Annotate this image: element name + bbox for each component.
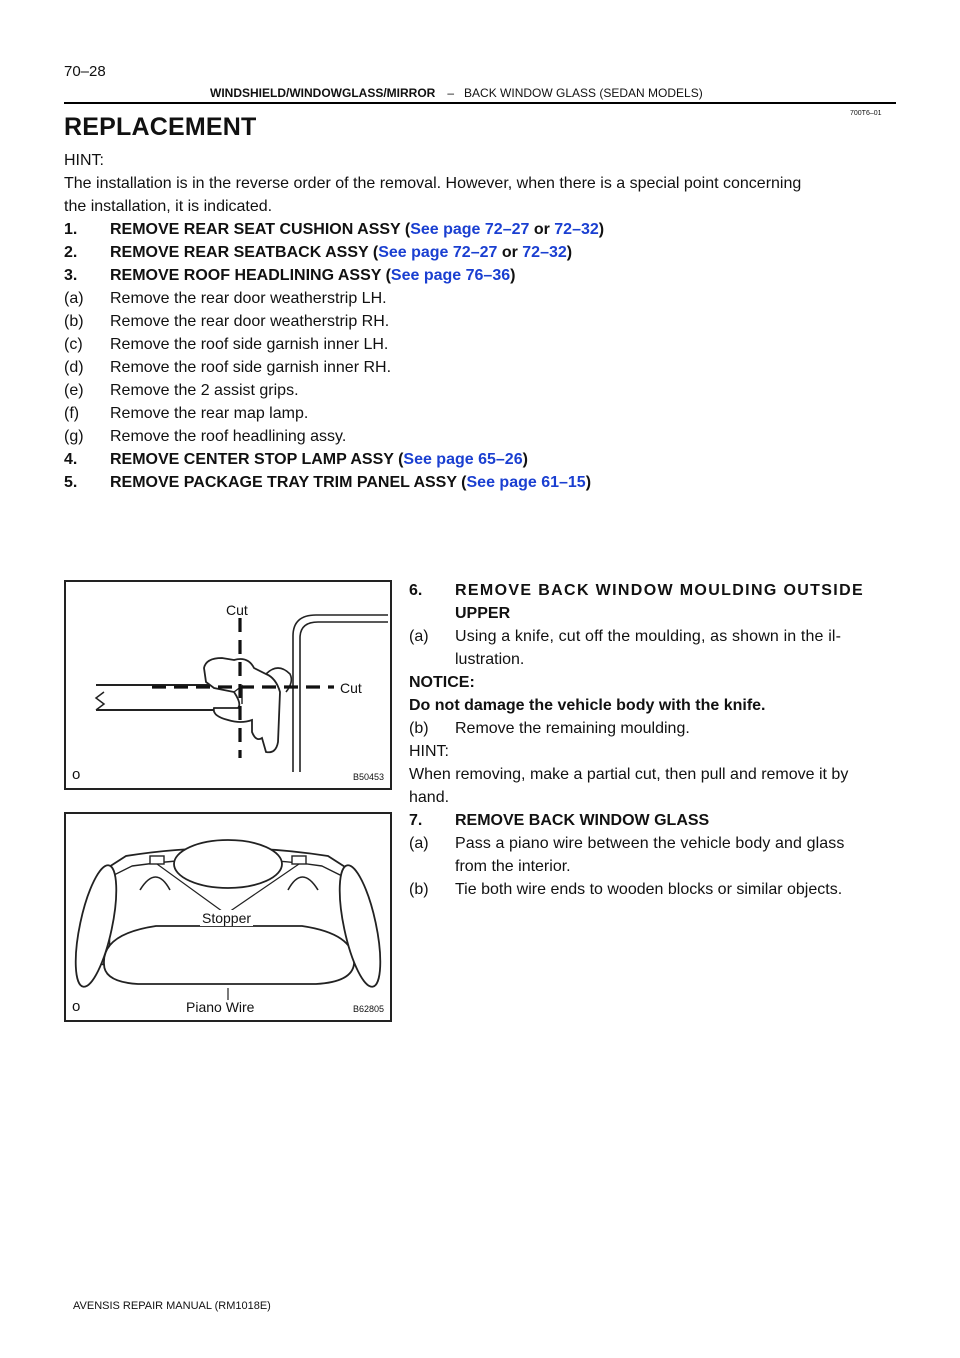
substep-label: (a) [409, 835, 429, 852]
substep-text: Pass a piano wire between the vehicle body and glass [455, 835, 845, 852]
substep-g [64, 425, 346, 448]
step-number: 5. [64, 474, 78, 491]
step-6b [409, 717, 690, 740]
substep-label: (b) [409, 881, 429, 898]
subsection-title: BACK WINDOW GLASS (SEDAN MODELS) [464, 86, 703, 100]
step-text-end: ) [566, 244, 573, 261]
section-title: WINDSHIELD/WINDOWGLASS/MIRROR [210, 86, 436, 100]
hint-line-1: The installation is in the reverse order of the removal. However, when there is a special point concerning [64, 175, 802, 192]
substep-b [64, 310, 389, 333]
step-text-end: ) [598, 221, 605, 238]
step-7-title [409, 809, 709, 832]
page-link[interactable]: See page 72–27 [378, 244, 498, 261]
substep-text: Using a knife, cut off the moulding, as shown in the il- [455, 628, 842, 645]
cut-label-right: Cut [340, 680, 362, 696]
step-3 [64, 264, 515, 287]
cut-label-top: Cut [226, 602, 248, 618]
stopper-label: Stopper [202, 910, 252, 926]
page-number: 70–28 [64, 63, 106, 80]
running-header [210, 86, 703, 100]
step-6a-cont: lustration. [455, 651, 525, 668]
step-text: REMOVE REAR SEAT CUSHION ASSY ( [110, 221, 411, 238]
substep-label: (c) [64, 336, 83, 353]
substep-text: Remove the roof headlining assy. [110, 428, 347, 445]
substep-d [64, 356, 391, 379]
step-7a [409, 832, 844, 855]
step-number: 3. [64, 267, 78, 284]
step-number: 7. [409, 812, 423, 829]
step-number: 4. [64, 451, 78, 468]
header-dash: – [447, 86, 455, 100]
substep-label: (a) [409, 628, 429, 645]
page-link[interactable]: See page 61–15 [466, 474, 586, 491]
step-text: REMOVE ROOF HEADLINING ASSY ( [110, 267, 391, 284]
step-number: 2. [64, 244, 78, 261]
substep-label: (f) [64, 405, 80, 422]
step-text: REMOVE CENTER STOP LAMP ASSY ( [110, 451, 404, 468]
step-text: REMOVE REAR SEATBACK ASSY ( [110, 244, 379, 261]
substep-label: (b) [64, 313, 84, 330]
step-text-or: or [529, 221, 555, 238]
corner-mark: o [72, 998, 81, 1015]
footer: AVENSIS REPAIR MANUAL (RM1018E) [73, 1300, 271, 1312]
substep-c [64, 333, 388, 356]
step-number: 6. [409, 582, 423, 599]
substep-text: Remove the 2 assist grips. [110, 382, 299, 399]
page-link[interactable]: See page 76–36 [390, 267, 511, 284]
substep-text: Tie both wire ends to wooden blocks or similar objects. [455, 881, 843, 898]
step-2 [64, 241, 572, 264]
hint-text-6: When removing, make a partial cut, then pull and remove it by [409, 766, 849, 783]
step-5 [64, 471, 591, 494]
piano-wire-label: Piano Wire [186, 999, 255, 1015]
page-link[interactable]: 72–32 [522, 244, 567, 261]
substep-e [64, 379, 299, 402]
substep-label: (e) [64, 382, 84, 399]
step-text-end: ) [510, 267, 516, 284]
page-link[interactable]: 72–32 [554, 221, 599, 238]
hint-label-6: HINT: [409, 743, 449, 760]
step-text-end: ) [585, 474, 592, 491]
header-rule [64, 102, 896, 104]
step-text-or: or [497, 244, 523, 261]
substep-text: Remove the rear map lamp. [110, 405, 309, 422]
figure-piano-wire [64, 812, 392, 1022]
substep-a [64, 287, 387, 310]
step-1 [64, 218, 604, 241]
step-6-title-cont: UPPER [455, 605, 511, 622]
step-7a-cont: from the interior. [455, 858, 571, 875]
page-title: REPLACEMENT [64, 113, 257, 141]
substep-text: Remove the rear door weatherstrip LH. [110, 290, 387, 307]
step-text: REMOVE BACK WINDOW MOULDING OUTSIDE [455, 582, 865, 599]
hint-label: HINT: [64, 152, 104, 169]
hint-line-2: the installation, it is indicated. [64, 198, 273, 215]
step-text: REMOVE BACK WINDOW GLASS [455, 812, 710, 829]
notice-label: NOTICE: [409, 674, 475, 691]
figure-moulding-cut [64, 580, 392, 790]
step-6-title [409, 579, 896, 602]
corner-mark: o [72, 766, 81, 783]
substep-label: (g) [64, 428, 84, 445]
figure-id: B50453 [353, 772, 385, 782]
substep-text: Remove the roof side garnish inner LH. [110, 336, 389, 353]
substep-label: (d) [64, 359, 84, 376]
figure-id: B62805 [353, 1004, 385, 1014]
substep-label: (b) [409, 720, 429, 737]
step-text: REMOVE PACKAGE TRAY TRIM PANEL ASSY ( [110, 474, 467, 491]
doc-code: 700T6–01 [850, 110, 882, 117]
substep-text: Remove the remaining moulding. [455, 720, 690, 737]
substep-label: (a) [64, 290, 84, 307]
page-link[interactable]: See page 72–27 [410, 221, 530, 238]
hint-text-6-cont: hand. [409, 789, 450, 806]
substep-text: Remove the rear door weatherstrip RH. [110, 313, 390, 330]
step-7b [409, 878, 842, 901]
substep-text: Remove the roof side garnish inner RH. [110, 359, 392, 376]
step-6a [409, 625, 841, 648]
step-number: 1. [64, 221, 78, 238]
step-4 [64, 448, 528, 471]
step-text-end: ) [522, 451, 528, 468]
notice-text: Do not damage the vehicle body with the knife. [409, 697, 766, 714]
substep-f [64, 402, 308, 425]
page-link[interactable]: See page 65–26 [403, 451, 523, 468]
